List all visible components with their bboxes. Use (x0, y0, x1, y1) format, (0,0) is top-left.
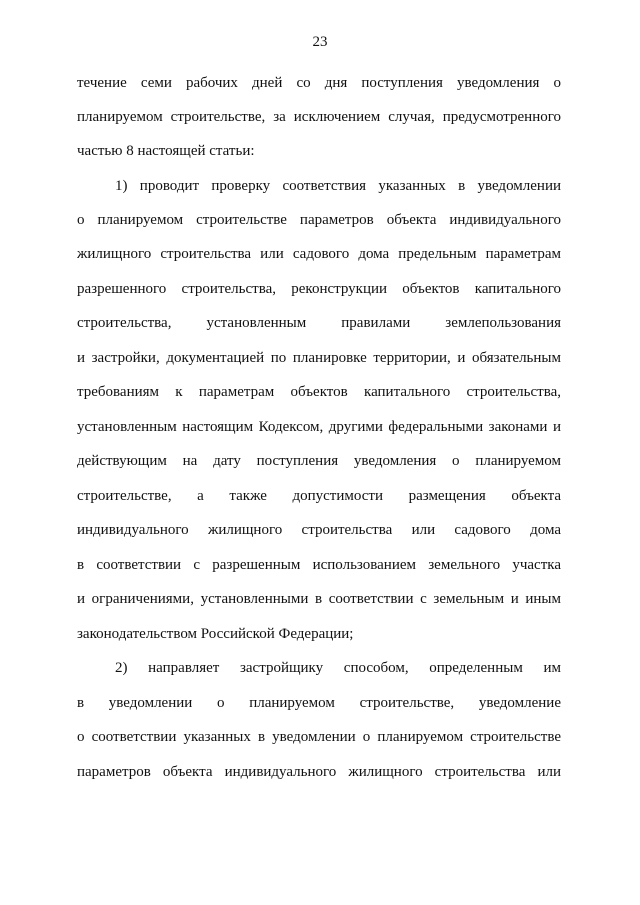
text-line: течение семи рабочих дней со дня поступления уведомления о (77, 75, 561, 91)
text-line: действующим на дату поступления уведомления о планируемом (77, 453, 561, 469)
text-line: планируемом строительстве, за исключением случая, предусмотренного (77, 109, 561, 125)
text-line: законодательством Российской Федерации; (77, 626, 354, 642)
text-line: в уведомлении о планируемом строительстве, уведомление (77, 695, 561, 711)
page-number: 23 (312, 34, 328, 50)
text-line: установленным настоящим Кодексом, другими федеральными законами и (77, 419, 561, 435)
paragraph-first-line: 1) проводит проверку соответствия указанных в уведомлении (115, 178, 561, 194)
text-line: частью 8 настоящей статьи: (77, 143, 255, 159)
text-line: разрешенного строительства, реконструкции объектов капитального (77, 281, 561, 297)
text-line: и ограничениями, установленными в соответствии с земельным и иным (77, 591, 561, 607)
text-line: и застройки, документацией по планировке территории, и обязательным (77, 350, 561, 366)
text-line: строительства, установленным правилами землепользования (77, 315, 561, 331)
text-line: о планируемом строительстве параметров объекта индивидуального (77, 212, 561, 228)
text-line: требованиям к параметрам объектов капитального строительства, (77, 384, 561, 400)
text-line: индивидуального жилищного строительства или садового дома (77, 522, 561, 538)
text-line: в соответствии с разрешенным использованием земельного участка (77, 557, 561, 573)
text-line: строительстве, а также допустимости размещения объекта (77, 488, 561, 504)
text-line: о соответствии указанных в уведомлении о планируемом строительстве (77, 729, 561, 745)
text-line: параметров объекта индивидуального жилищного строительства или (77, 764, 561, 780)
text-line: жилищного строительства или садового дома предельным параметрам (77, 246, 561, 262)
paragraph-first-line: 2) направляет застройщику способом, определенным им (115, 660, 561, 676)
